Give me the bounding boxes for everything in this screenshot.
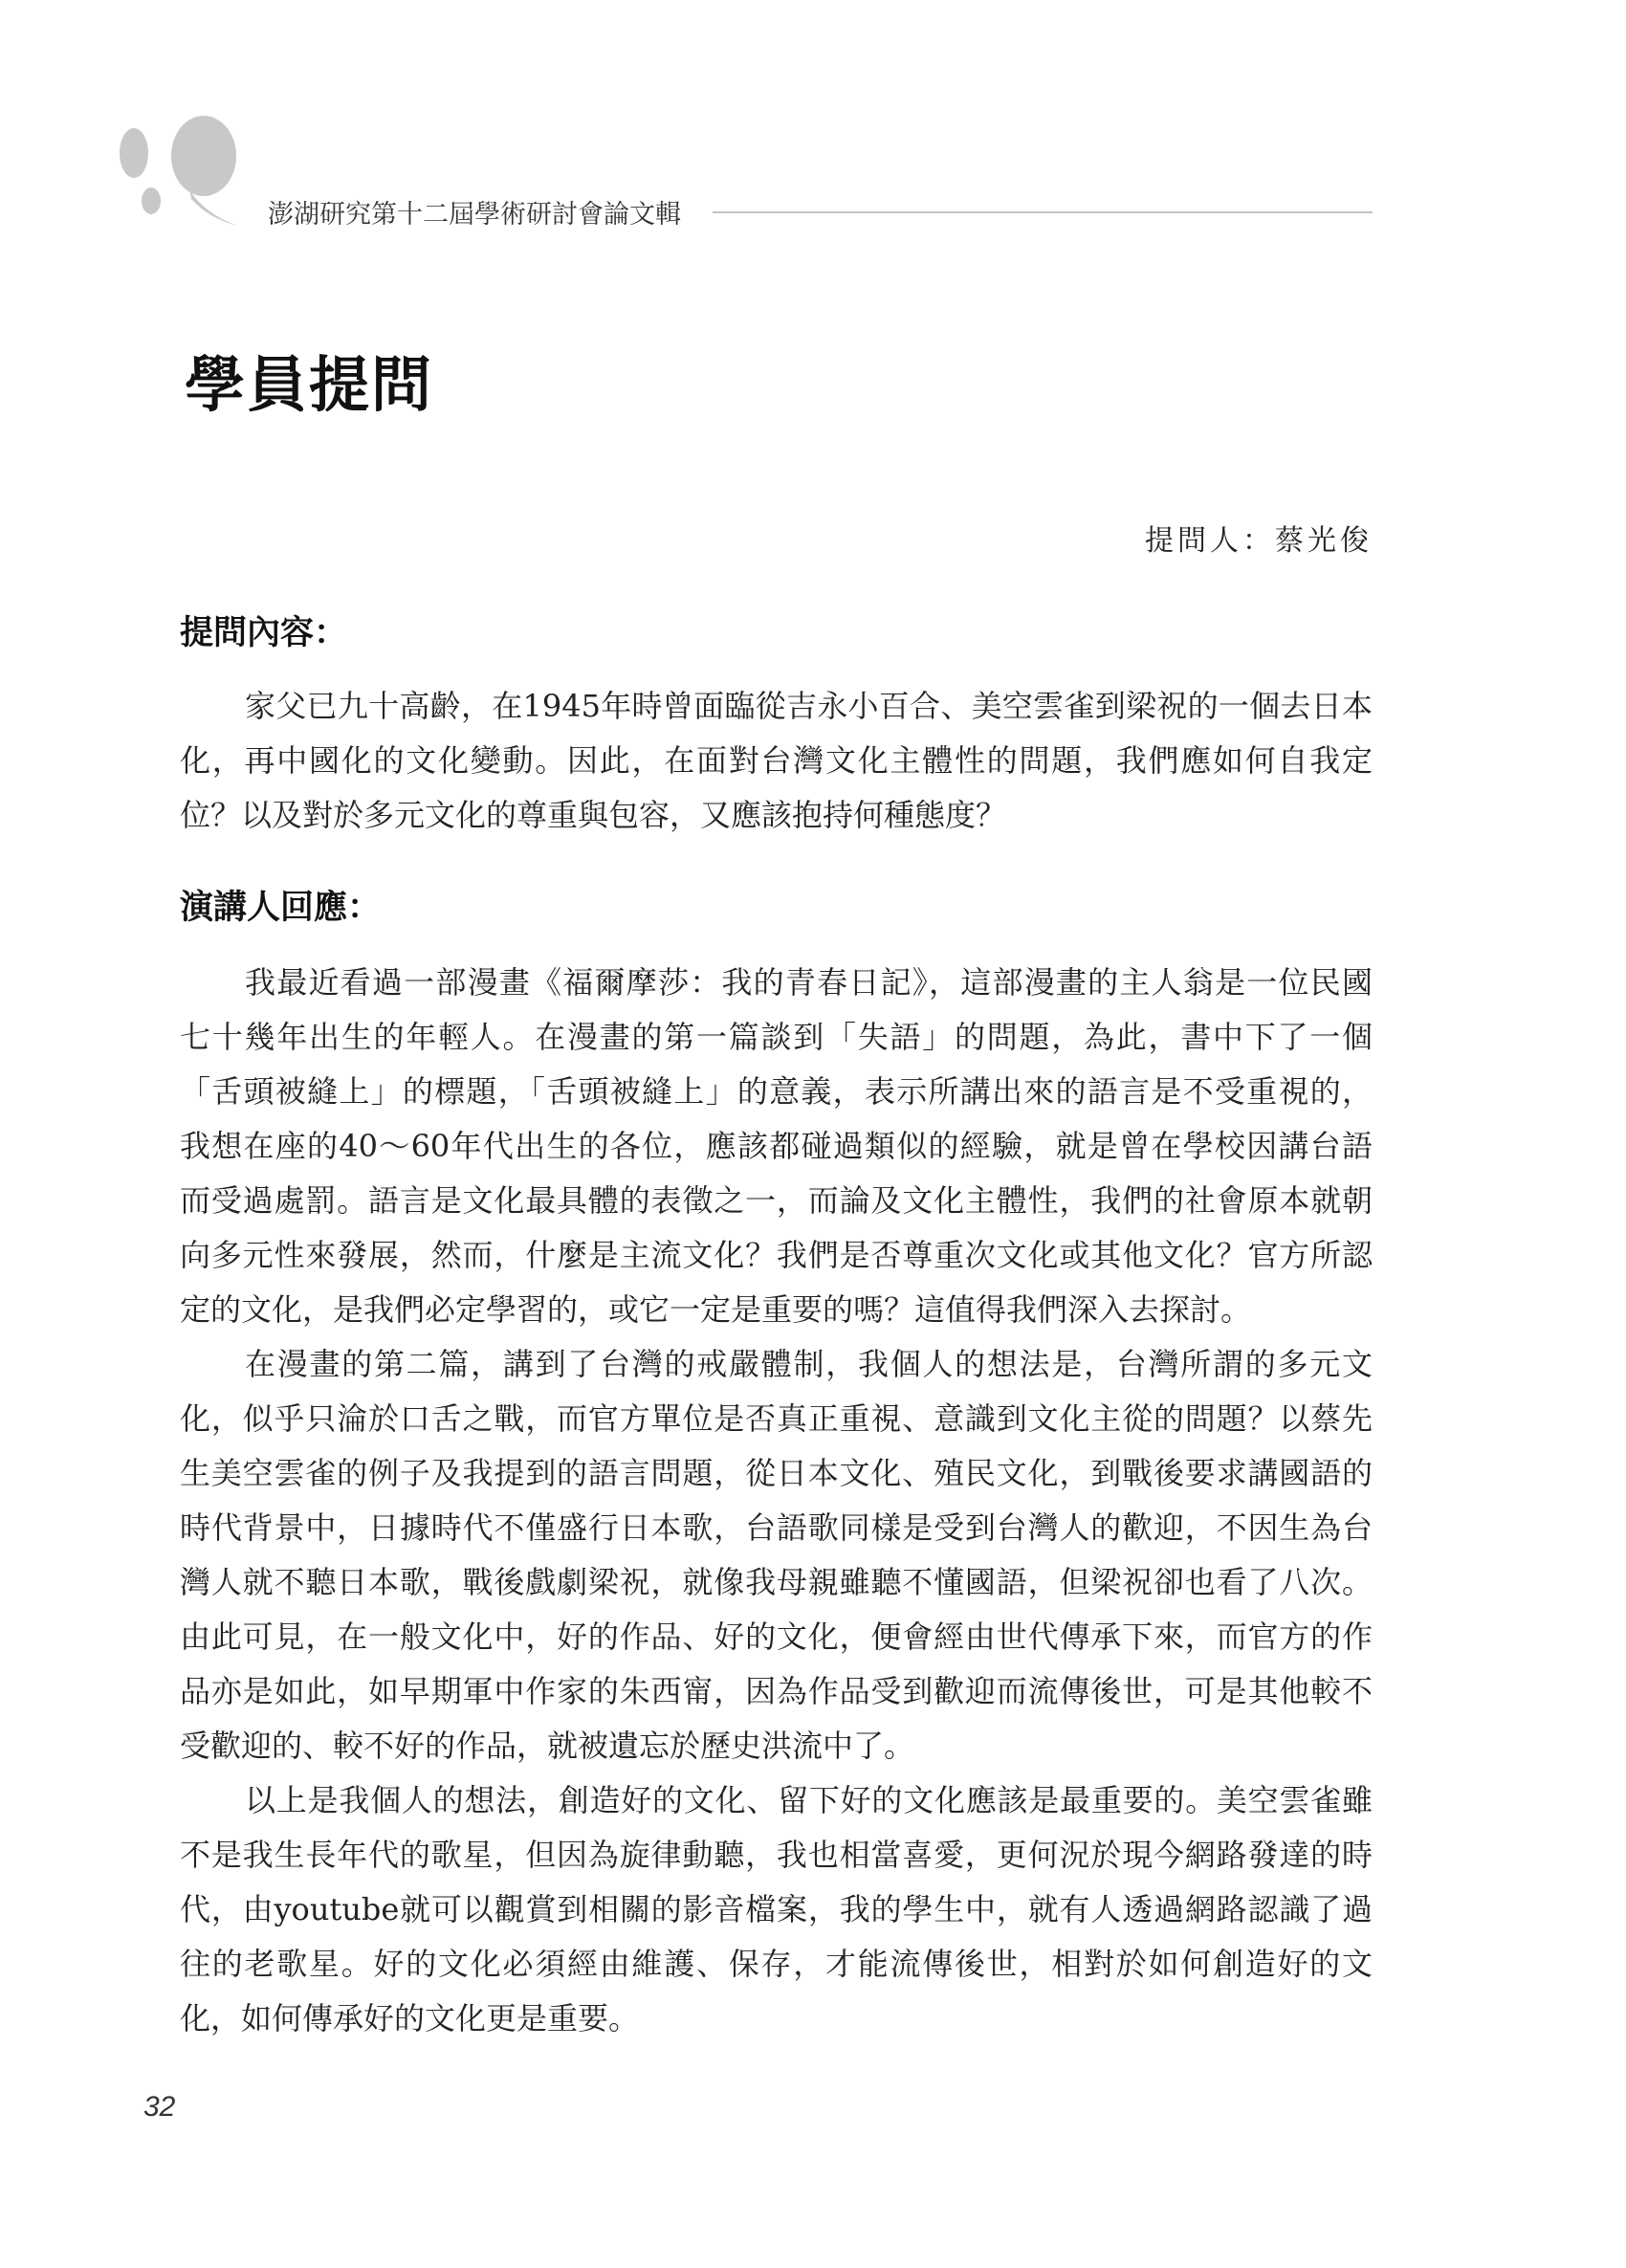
text-line: 往的老歌星。好的文化必須經由維護、保存，才能流傳後世，相對於如何創造好的文	[180, 1946, 1373, 1982]
text-line: 化，似乎只淪於口舌之戰，而官方單位是否真正重視、意識到文化主從的問題？以蔡先	[180, 1400, 1373, 1437]
text-line: 位？以及對於多元文化的尊重與包容，又應該抱持何種態度？	[180, 797, 1007, 833]
page-number: 32	[143, 2091, 176, 2123]
text-line: 而受過處罰。語言是文化最具體的表徵之一，而論及文化主體性，我們的社會原本就朝	[180, 1182, 1373, 1219]
text-line: 時代背景中，日據時代不僅盛行日本歌，台語歌同樣是受到台灣人的歡迎，不因生為台	[180, 1509, 1373, 1546]
text-line: 化，再中國化的文化變動。因此，在面對台灣文化主體性的問題，我們應如何自我定	[180, 742, 1373, 779]
page-title: 學員提問	[185, 349, 433, 420]
question-body	[180, 679, 1373, 843]
text-line: 家父已九十高齡，在1945年時曾面臨從吉永小百合、美空雲雀到梁祝的一個去日本	[245, 688, 1373, 724]
text-line: 灣人就不聽日本歌，戰後戲劇梁祝，就像我母親雖聽不懂國語，但梁祝卻也看了八次。	[180, 1564, 1373, 1600]
text-line: 以上是我個人的想法，創造好的文化、留下好的文化應該是最重要的。美空雲雀雖	[245, 1782, 1373, 1818]
paragraph	[180, 679, 1373, 843]
questioner-name: 提問人：蔡光俊	[1145, 524, 1373, 558]
text-line: 受歡迎的、較不好的作品，就被遺忘於歷史洪流中了。	[180, 1728, 915, 1764]
speech-bubble-logo-icon	[113, 113, 266, 228]
response-heading: 演講人回應：	[180, 889, 382, 927]
paragraph	[180, 1773, 1373, 2046]
text-line: 向多元性來發展，然而，什麼是主流文化？我們是否尊重次文化或其他文化？官方所認	[180, 1237, 1373, 1273]
text-line: 品亦是如此，如早期軍中作家的朱西甯，因為作品受到歡迎而流傳後世，可是其他較不	[180, 1673, 1373, 1709]
text-line: 在漫畫的第二篇，講到了台灣的戒嚴體制，我個人的想法是，台灣所謂的多元文	[245, 1346, 1373, 1382]
text-line: 定的文化，是我們必定學習的，或它一定是重要的嗎？這值得我們深入去探討。	[180, 1291, 1252, 1328]
text-line: 「舌頭被縫上」的標題，「舌頭被縫上」的意義，表示所講出來的語言是不受重視的，	[180, 1073, 1373, 1110]
text-line: 不是我生長年代的歌星，但因為旋律動聽，我也相當喜愛，更何況於現今網路發達的時	[180, 1837, 1373, 1873]
text-line: 化，如何傳承好的文化更是重要。	[180, 2000, 640, 2037]
text-line: 生美空雲雀的例子及我提到的語言問題，從日本文化、殖民文化，到戰後要求講國語的	[180, 1455, 1373, 1491]
running-header-title: 澎湖研究第十二屆學術研討會論文輯	[268, 200, 681, 230]
response-body	[180, 956, 1373, 2046]
header-rule	[713, 211, 1373, 213]
text-line: 我最近看過一部漫畫《福爾摩莎：我的青春日記》，這部漫畫的主人翁是一位民國	[245, 964, 1373, 1001]
text-line: 七十幾年出生的年輕人。在漫畫的第一篇談到「失語」的問題，為此，書中下了一個	[180, 1019, 1373, 1055]
paragraph	[180, 956, 1373, 1337]
paragraph	[180, 1337, 1373, 1773]
text-line: 我想在座的40～60年代出生的各位，應該都碰過類似的經驗，就是曾在學校因講台語	[180, 1128, 1373, 1164]
question-heading: 提問內容：	[180, 614, 348, 652]
text-line: 由此可見，在一般文化中，好的作品、好的文化，便會經由世代傳承下來，而官方的作	[180, 1618, 1373, 1655]
text-line: 代，由youtube就可以觀賞到相關的影音檔案，我的學生中，就有人透過網路認識了過	[180, 1891, 1373, 1927]
